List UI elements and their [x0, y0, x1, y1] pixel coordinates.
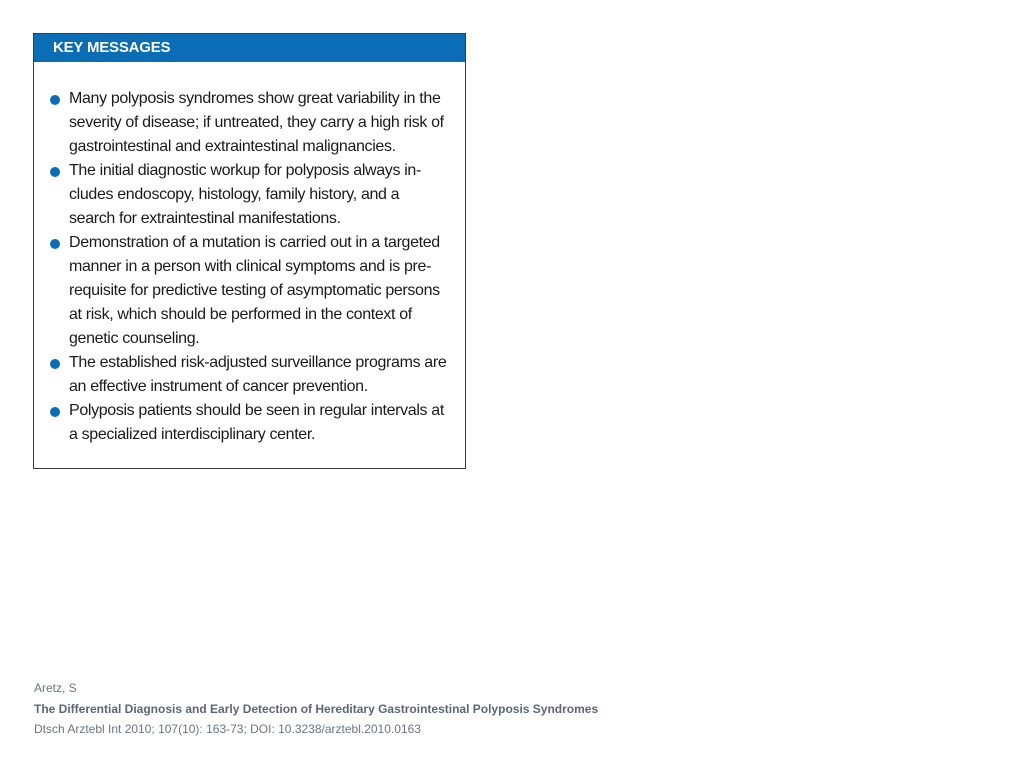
- key-message-line: Demonstration of a mutation is carried out in a targeted: [69, 234, 440, 251]
- key-message-line: Many polyposis syndromes show great variability in the: [69, 90, 441, 107]
- bullet-dot-icon: [50, 167, 60, 177]
- key-messages-list: [48, 87, 460, 447]
- key-message-item: [48, 159, 460, 231]
- key-message-line: The initial diagnostic workup for polyposis always in-: [69, 162, 421, 179]
- key-message-line: The established risk-adjusted surveillance programs are: [69, 354, 447, 371]
- key-message-line: requisite for predictive testing of asymptomatic persons: [69, 282, 440, 299]
- bullet-dot-icon: [50, 407, 60, 417]
- key-message-line: manner in a person with clinical symptoms and is pre-: [69, 258, 432, 275]
- key-message-line: Polyposis patients should be seen in regular intervals at: [69, 402, 444, 419]
- key-messages-header: KEY MESSAGES: [34, 34, 465, 62]
- key-message-line: an effective instrument of cancer prevention.: [69, 378, 368, 395]
- key-message-item: [48, 399, 460, 447]
- key-message-item: [48, 351, 460, 399]
- key-message-line: severity of disease; if untreated, they carry a high risk of: [69, 114, 444, 131]
- key-message-line: cludes endoscopy, histology, family history, and a: [69, 186, 400, 203]
- citation-author: Aretz, S: [34, 681, 77, 695]
- citation-reference: Dtsch Arztebl Int 2010; 107(10): 163-73; DOI: 10.3238/arztebl.2010.0163: [34, 722, 421, 736]
- citation-block: [34, 678, 598, 740]
- bullet-dot-icon: [50, 95, 60, 105]
- key-message-item: [48, 87, 460, 159]
- key-message-line: search for extraintestinal manifestations.: [69, 210, 341, 227]
- key-message-line: gastrointestinal and extraintestinal malignancies.: [69, 138, 396, 155]
- key-message-line: a specialized interdisciplinary center.: [69, 426, 316, 443]
- key-messages-box: [33, 33, 466, 469]
- bullet-dot-icon: [50, 239, 60, 249]
- bullet-dot-icon: [50, 359, 60, 369]
- key-message-item: [48, 231, 460, 351]
- key-message-line: genetic counseling.: [69, 330, 200, 347]
- citation-title: The Differential Diagnosis and Early Detection of Hereditary Gastrointestinal Polyposis Syndromes: [34, 701, 599, 716]
- key-message-line: at risk, which should be performed in the context of: [69, 306, 412, 323]
